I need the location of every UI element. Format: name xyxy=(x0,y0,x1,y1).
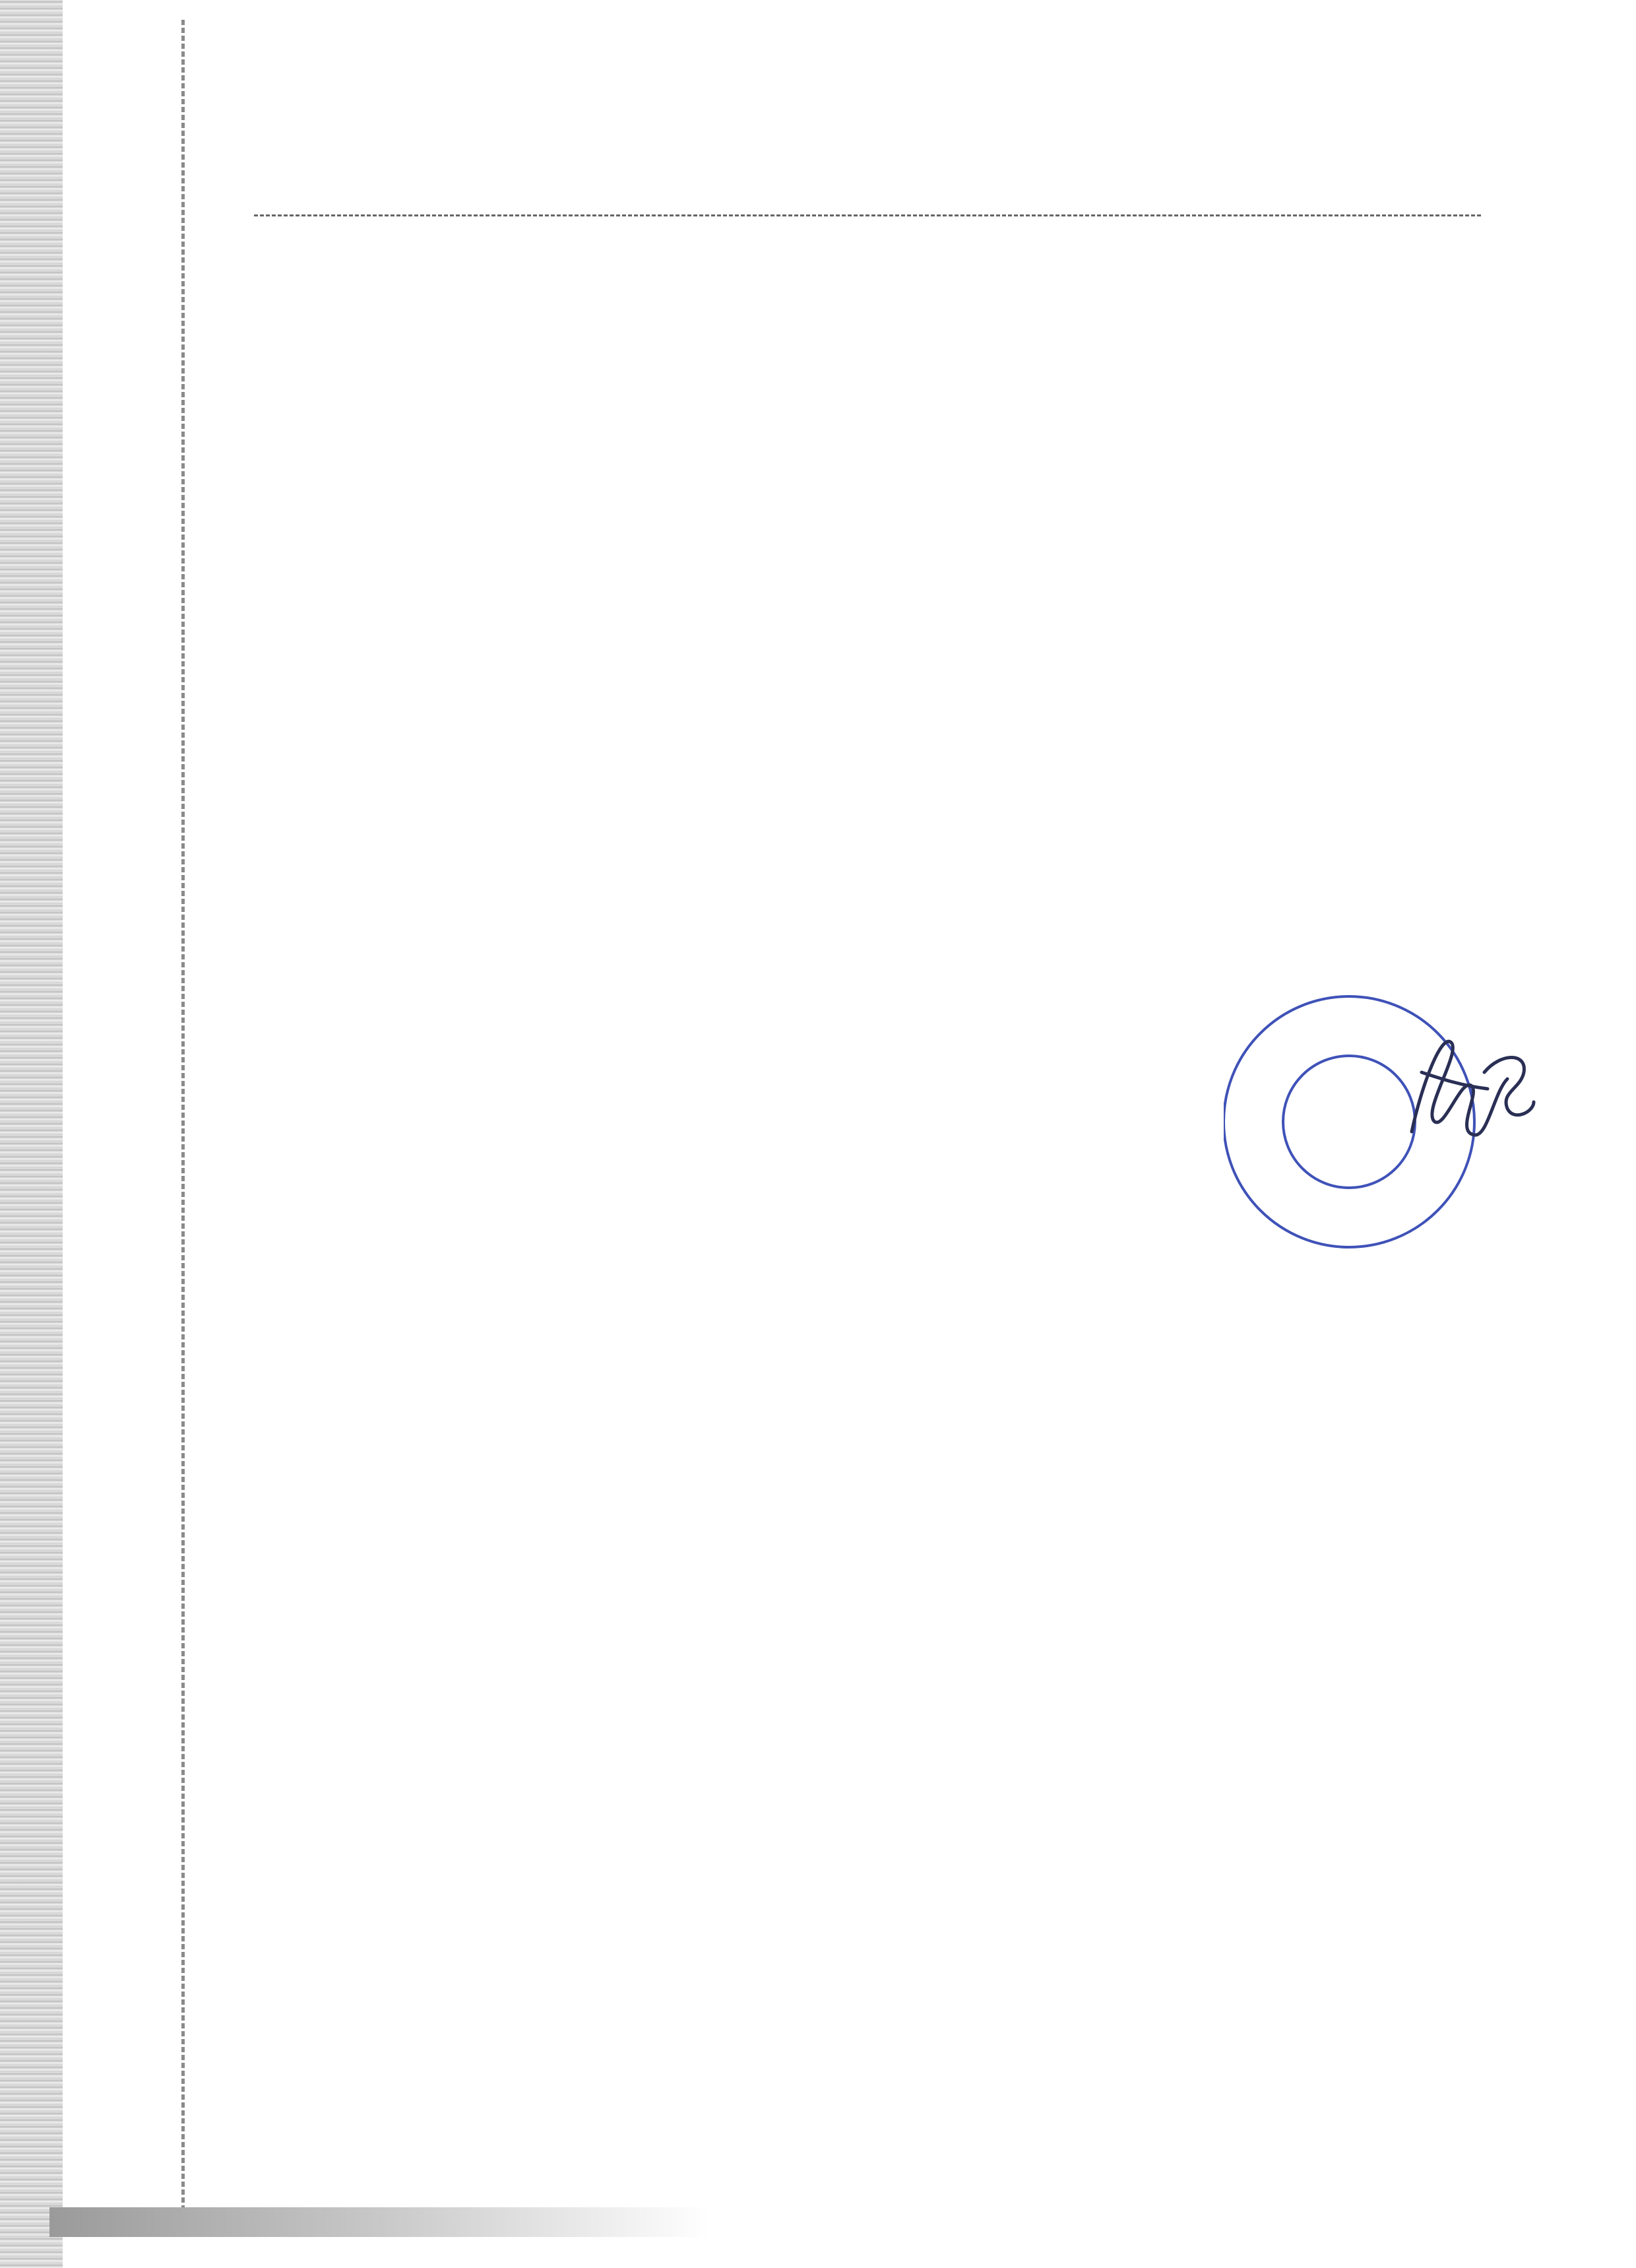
company-stamp xyxy=(1224,980,1540,1257)
scan-artifact-bottom xyxy=(49,2207,709,2237)
signature-mark xyxy=(1412,1041,1534,1135)
scan-artifact-line xyxy=(181,20,185,2230)
stamp-inner-ring xyxy=(1283,1056,1415,1188)
header-divider xyxy=(254,214,1481,216)
scan-edge xyxy=(0,0,63,2268)
